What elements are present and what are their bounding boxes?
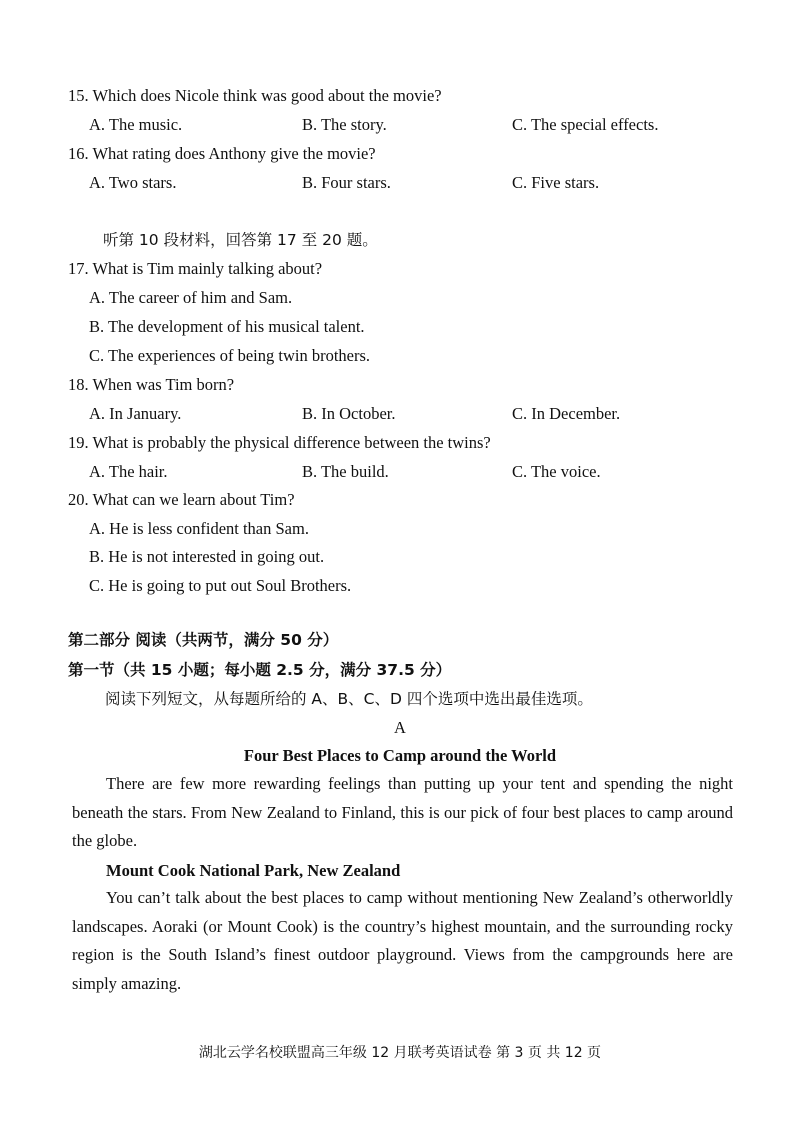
question-19: 19. What is probably the physical difference between the twins? xyxy=(68,433,491,452)
q20-option-b: B. He is not interested in going out. xyxy=(89,547,325,566)
passage-intro: There are few more rewarding feelings than putting up your tent and spending the night beneath the stars. From New Zealand to Finland, this is our pick of four best places to camp around the globe. xyxy=(72,774,733,850)
question-15: 15. Which does Nicole think was good about the movie? xyxy=(68,86,442,105)
q16-option-c: C. Five stars. xyxy=(512,173,600,192)
q20-option-c: C. He is going to put out Soul Brothers. xyxy=(89,576,352,595)
question-16: 16. What rating does Anthony give the movie? xyxy=(68,144,376,163)
q15-option-b: B. The story. xyxy=(302,115,387,134)
q18-option-b: B. In October. xyxy=(302,404,396,423)
q17-option-a: A. The career of him and Sam. xyxy=(89,288,293,307)
question-20: 20. What can we learn about Tim? xyxy=(68,490,295,509)
q19-option-b: B. The build. xyxy=(302,462,389,481)
passage-label: A xyxy=(394,718,406,737)
q17-option-c: C. The experiences of being twin brothers. xyxy=(89,346,371,365)
q16-option-a: A. Two stars. xyxy=(89,173,177,192)
passage-body: You can’t talk about the best places to camp without mentioning New Zealand’s otherworldly landscapes. Aoraki (or Mount Cook) is the country’s highest mountain, and the surrounding rocky region is the South Island’s finest outdoor playground. Views from the campgrounds here are simply amazing. xyxy=(72,888,733,993)
q18-option-c: C. In December. xyxy=(512,404,621,423)
q16-option-b: B. Four stars. xyxy=(302,173,391,192)
page-footer: 湖北云学名校联盟高三年级 12 月联考英语试卷 第 3 页 共 12 页 xyxy=(198,1045,602,1061)
passage-subheading: Mount Cook National Park, New Zealand xyxy=(106,861,401,880)
q15-option-c: C. The special effects. xyxy=(512,115,659,134)
q19-option-c: C. The voice. xyxy=(512,462,601,481)
q18-option-a: A. In January. xyxy=(89,404,182,423)
passage-title: Four Best Places to Camp around the World xyxy=(243,746,557,765)
question-18: 18. When was Tim born? xyxy=(68,375,235,394)
listening-section-instruction: 听第 10 段材料，回答第 17 至 20 题。 xyxy=(103,231,378,249)
reading-section-title: 第一节（共 15 小题；每小题 2.5 分，满分 37.5 分） xyxy=(68,661,452,679)
question-17: 17. What is Tim mainly talking about? xyxy=(68,259,323,278)
reading-instruction: 阅读下列短文，从每题所给的 A、B、C、D 四个选项中选出最佳选项。 xyxy=(105,690,593,708)
q19-option-a: A. The hair. xyxy=(89,462,168,481)
q15-option-a: A. The music. xyxy=(89,115,183,134)
reading-part-title: 第二部分 阅读（共两节，满分 50 分） xyxy=(68,631,339,649)
q20-option-a: A. He is less confident than Sam. xyxy=(89,519,309,538)
q17-option-b: B. The development of his musical talent. xyxy=(89,317,365,336)
